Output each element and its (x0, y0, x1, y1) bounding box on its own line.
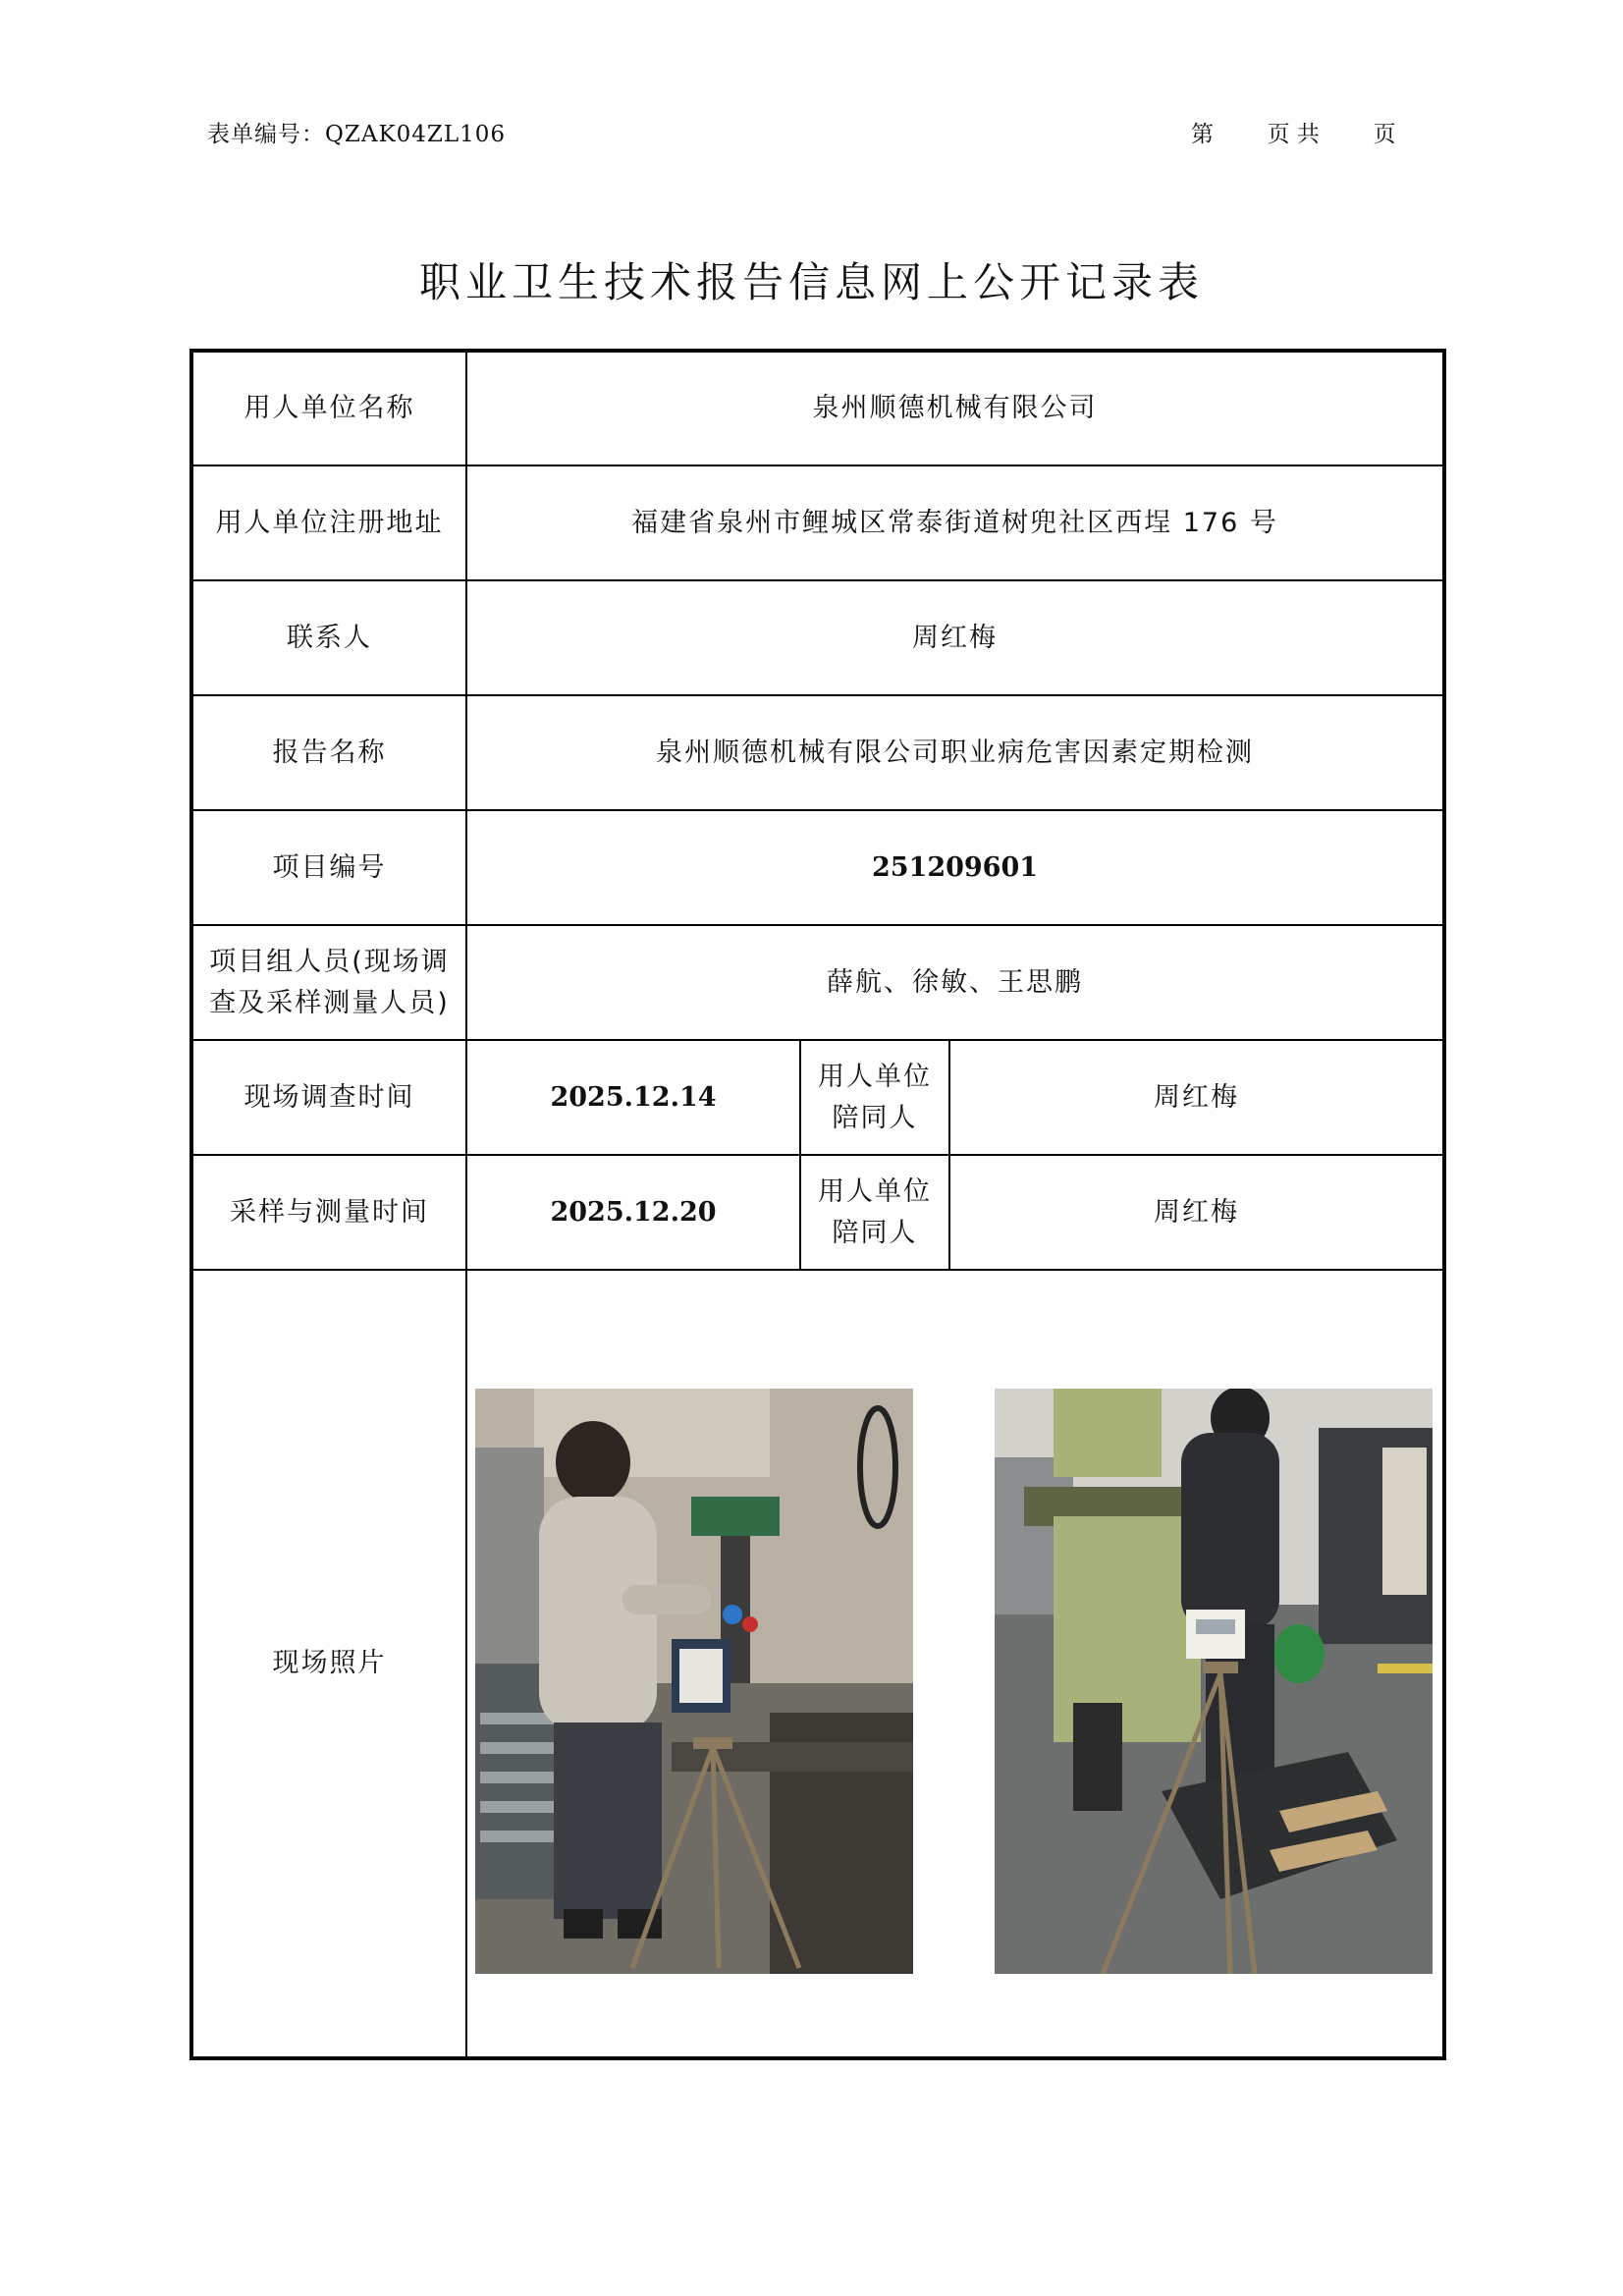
row-contact (191, 580, 1444, 695)
page-di: 第 (1191, 122, 1214, 147)
contact-value: 周红梅 (466, 580, 1444, 695)
sampling-companion-value: 周红梅 (949, 1155, 1444, 1270)
form-number: 表单编号：QZAK04ZL106 (207, 122, 507, 147)
survey-value: 2025.12.14 (466, 1040, 800, 1155)
survey-label: 现场调查时间 (191, 1040, 466, 1155)
site-photo-2 (995, 1389, 1433, 1974)
project-label: 项目编号 (191, 810, 466, 925)
row-survey (191, 1040, 1444, 1155)
address-label: 用人单位注册地址 (191, 465, 466, 580)
project-value: 251209601 (466, 810, 1444, 925)
survey-companion-label: 用人单位陪同人 (800, 1040, 949, 1155)
report-label: 报告名称 (191, 695, 466, 810)
row-project (191, 810, 1444, 925)
company-label: 用人单位名称 (191, 351, 466, 465)
address-value: 福建省泉州市鲤城区常泰街道树兜社区西埕 176 号 (466, 465, 1444, 580)
record-table (189, 349, 1446, 2060)
page-ye-gong: 页 共 (1267, 122, 1320, 147)
photos-label: 现场照片 (191, 1270, 466, 2058)
page-indicator (1191, 116, 1396, 148)
row-photos (191, 1270, 1444, 2058)
sampling-companion-label: 用人单位陪同人 (800, 1155, 949, 1270)
report-value: 泉州顺德机械有限公司职业病危害因素定期检测 (466, 695, 1444, 810)
row-company (191, 351, 1444, 465)
survey-companion-value: 周红梅 (949, 1040, 1444, 1155)
site-photo-2-image (995, 1389, 1433, 1974)
team-label: 项目组人员(现场调查及采样测量人员) (191, 925, 466, 1040)
row-report (191, 695, 1444, 810)
site-photo-1 (475, 1389, 913, 1974)
sampling-label: 采样与测量时间 (191, 1155, 466, 1270)
sampling-value: 2025.12.20 (466, 1155, 800, 1270)
contact-label: 联系人 (191, 580, 466, 695)
site-photo-1-image (475, 1389, 913, 1974)
photos-area (467, 1271, 1442, 2056)
team-value: 薛航、徐敏、王思鹏 (466, 925, 1444, 1040)
row-sampling (191, 1155, 1444, 1270)
page-title: 职业卫生技术报告信息网上公开记录表 (418, 258, 1204, 306)
company-value: 泉州顺德机械有限公司 (466, 351, 1444, 465)
page-ye: 页 (1373, 122, 1396, 147)
row-address (191, 465, 1444, 580)
row-team (191, 925, 1444, 1040)
